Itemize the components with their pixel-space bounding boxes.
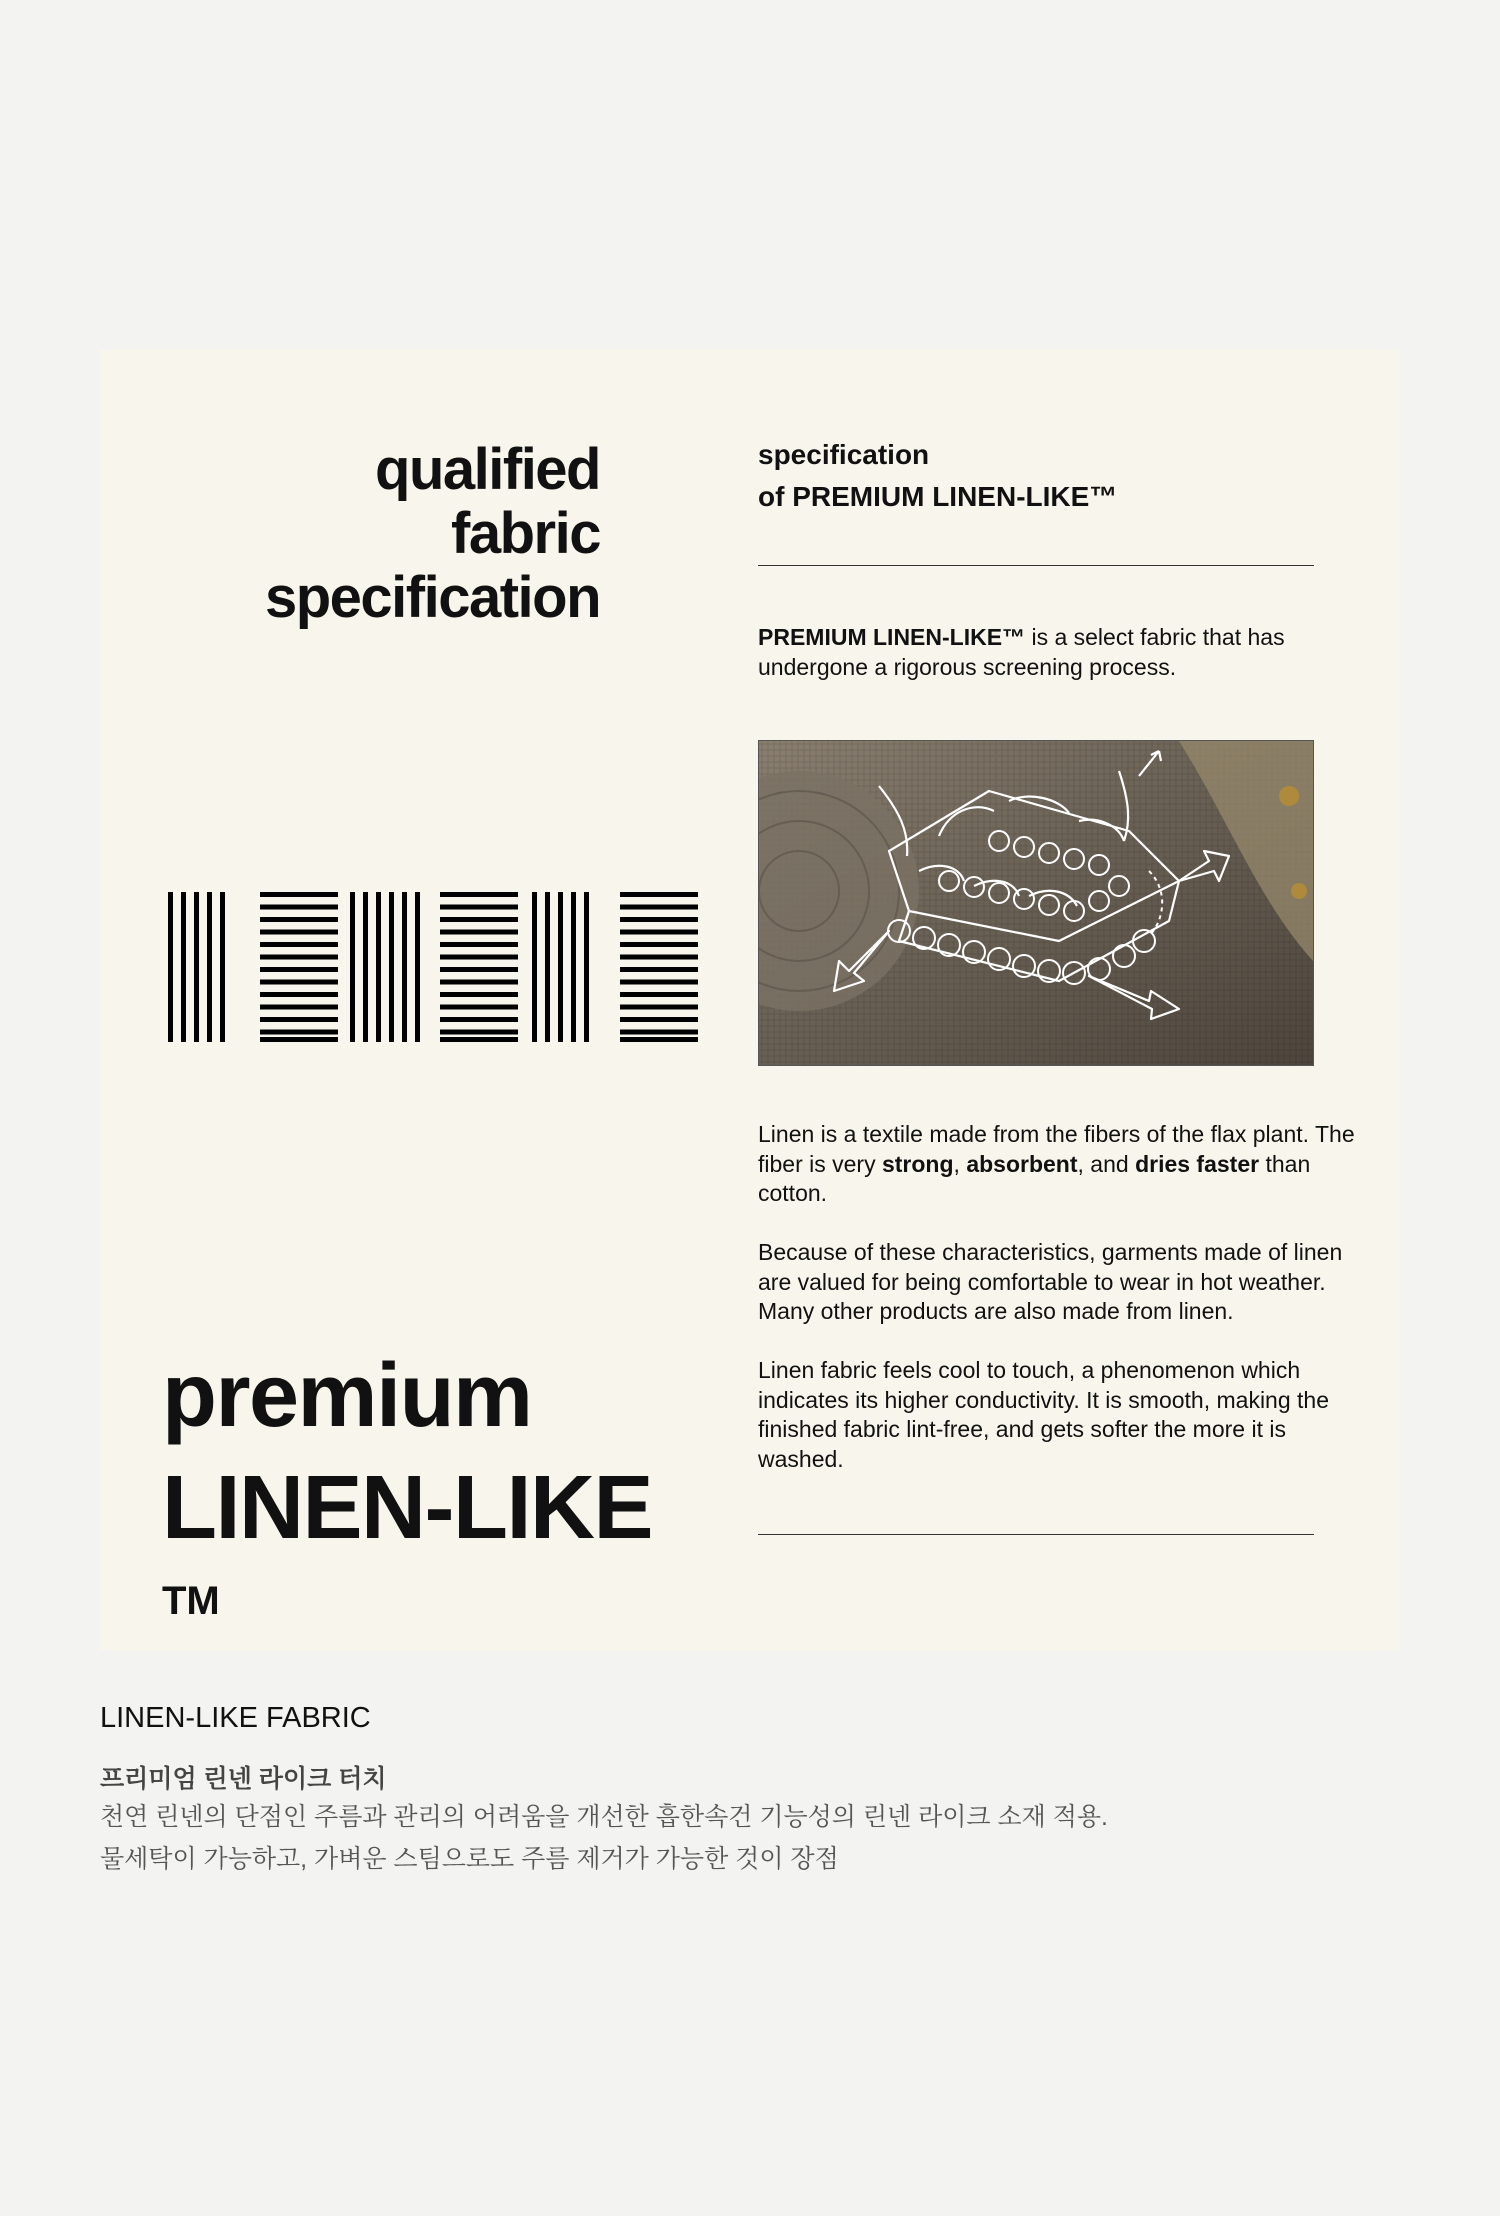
product-name: LINEN-LIKE: [162, 1458, 652, 1558]
emphasis-strong: strong: [881, 1150, 954, 1177]
product-title-line: premium: [162, 1346, 532, 1446]
headline: [265, 438, 600, 630]
trademark-mark: TM: [162, 1579, 220, 1623]
fabric-label: LINEN-LIKE FABRIC: [100, 1702, 371, 1734]
divider-top: [758, 565, 1314, 566]
product-title: [162, 1340, 652, 1693]
headline-line: specification: [264, 565, 600, 630]
spec-title-line: of PREMIUM LINEN-LIKE™: [758, 481, 1118, 512]
product-title-line: [162, 1452, 652, 1693]
fabric-ko-description: 물세탁이 가능하고, 가벼운 스팀으로도 주름 제거가 가능한 것이 장점: [100, 1845, 839, 1873]
text-run: Linen is a textile made from the fibers of the flax plant. The fiber is very: [758, 1121, 1355, 1177]
spec-title-line: specification: [758, 439, 930, 470]
headline-line: qualified: [375, 437, 600, 502]
weave-pattern-icon: [168, 892, 698, 1042]
fabric-structure-illustration: [759, 741, 1313, 1065]
intro-rest: is a select fabric that has undergone a rigorous screening process.: [758, 624, 1285, 680]
emphasis-dries-faster: dries faster: [1135, 1150, 1260, 1177]
text-run: ,: [953, 1150, 967, 1177]
spec-title: [758, 434, 1117, 518]
description: [758, 1120, 1358, 1504]
intro-text: [758, 622, 1318, 682]
text-run: than cotton.: [758, 1150, 1311, 1206]
intro-brand: PREMIUM LINEN-LIKE™: [758, 624, 1026, 650]
text-run: , and: [1077, 1150, 1136, 1177]
description-paragraph: Because of these characteristics, garments made of linen are valued for being comfortable to wear in hot weather. Many other products are also made from linen.: [758, 1239, 1343, 1324]
fabric-photo: [758, 740, 1314, 1066]
description-paragraph: [758, 1120, 1358, 1209]
fabric-ko-title: 프리미엄 린넨 라이크 터치: [100, 1765, 387, 1793]
emphasis-absorbent: absorbent: [966, 1150, 1078, 1177]
spec-card: [100, 350, 1400, 1650]
fabric-ko-description: 천연 린넨의 단점인 주름과 관리의 어려움을 개선한 흡한속건 기능성의 린넨 라이크 소재 적용.: [100, 1803, 1108, 1831]
divider-bottom: [758, 1534, 1314, 1535]
description-paragraph: Linen fabric feels cool to touch, a phenomenon which indicates its higher conductivity. It is smooth, making the finished fabric lint-free, and gets softer the more it is washed.: [758, 1357, 1330, 1472]
fabric-info: [100, 1700, 1400, 1880]
headline-line: fabric: [451, 501, 600, 566]
